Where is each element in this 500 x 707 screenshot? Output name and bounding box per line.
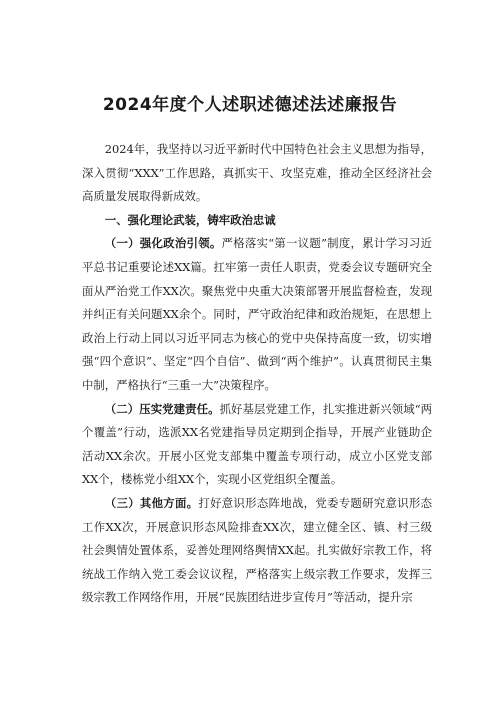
subsection-text: 严格落实“第一议题”制度，累计学习习近平总书记重要论述XX篇。扛牢第一责任人职责，党委会议专题研究全面从严治党工作XX次。聚焦党中央重大决策部署开展监督检查，发现并纠正有关问题XX余个。同时，严守政治纪律和政治规矩，在思想上政治上行动上同以习近平同志为核心的党中央保持高度一致，切实增强“四个意识”、坚定“四个自信”、做到“两个维护”。认真贯彻民主集中制，严格执行“三重一大”决策程序。 [82, 236, 432, 392]
intro-paragraph: 2024年，我坚持以习近平新时代中国特色社会主义思想为指导，深入贯彻“XXX”工作思路，真抓实干、攻坚克难，推动全区经济社会高质量发展取得新成效。 [82, 142, 432, 204]
subsection-lead: （三）其他方面。 [104, 495, 199, 510]
subsection-text: 抓好基层党建工作，扎实推进新兴领域“两个覆盖”行动，选派XX名党建指导员定期到企指导，开展产业链助企活动XX余次。开展小区党支部集中覆盖专项行动，成立小区党支部XX个，楼栋党小组XX个，实现小区党组织全覆盖。 [82, 401, 432, 487]
subsection-paragraph [82, 232, 432, 397]
subsection-lead: （一）强化政治引领。 [104, 236, 222, 251]
page-title: 2024年度个人述职述德述法述廉报告 [102, 95, 398, 115]
subsection-lead: （二）压实党建责任。 [104, 401, 220, 416]
document-body [82, 138, 432, 610]
section-heading: 一、强化理论武装，铸牢政治忠诚 [104, 212, 276, 227]
subsection-paragraph [82, 398, 432, 492]
subsection-paragraph [82, 492, 432, 610]
subsection-text: 打好意识形态阵地战，党委专题研究意识形态工作XX次，开展意识形态风险排查XX次，建立健全区、镇、村三级社会舆情处置体系，妥善处理网络舆情XX起。扎实做好宗教工作，将统战工作纳入党工委会议议程，严格落实上级宗教工作要求，发挥三级宗教工作网络作用，开展“民族团结进步宣传月”等活动，提升宗 [82, 495, 432, 605]
